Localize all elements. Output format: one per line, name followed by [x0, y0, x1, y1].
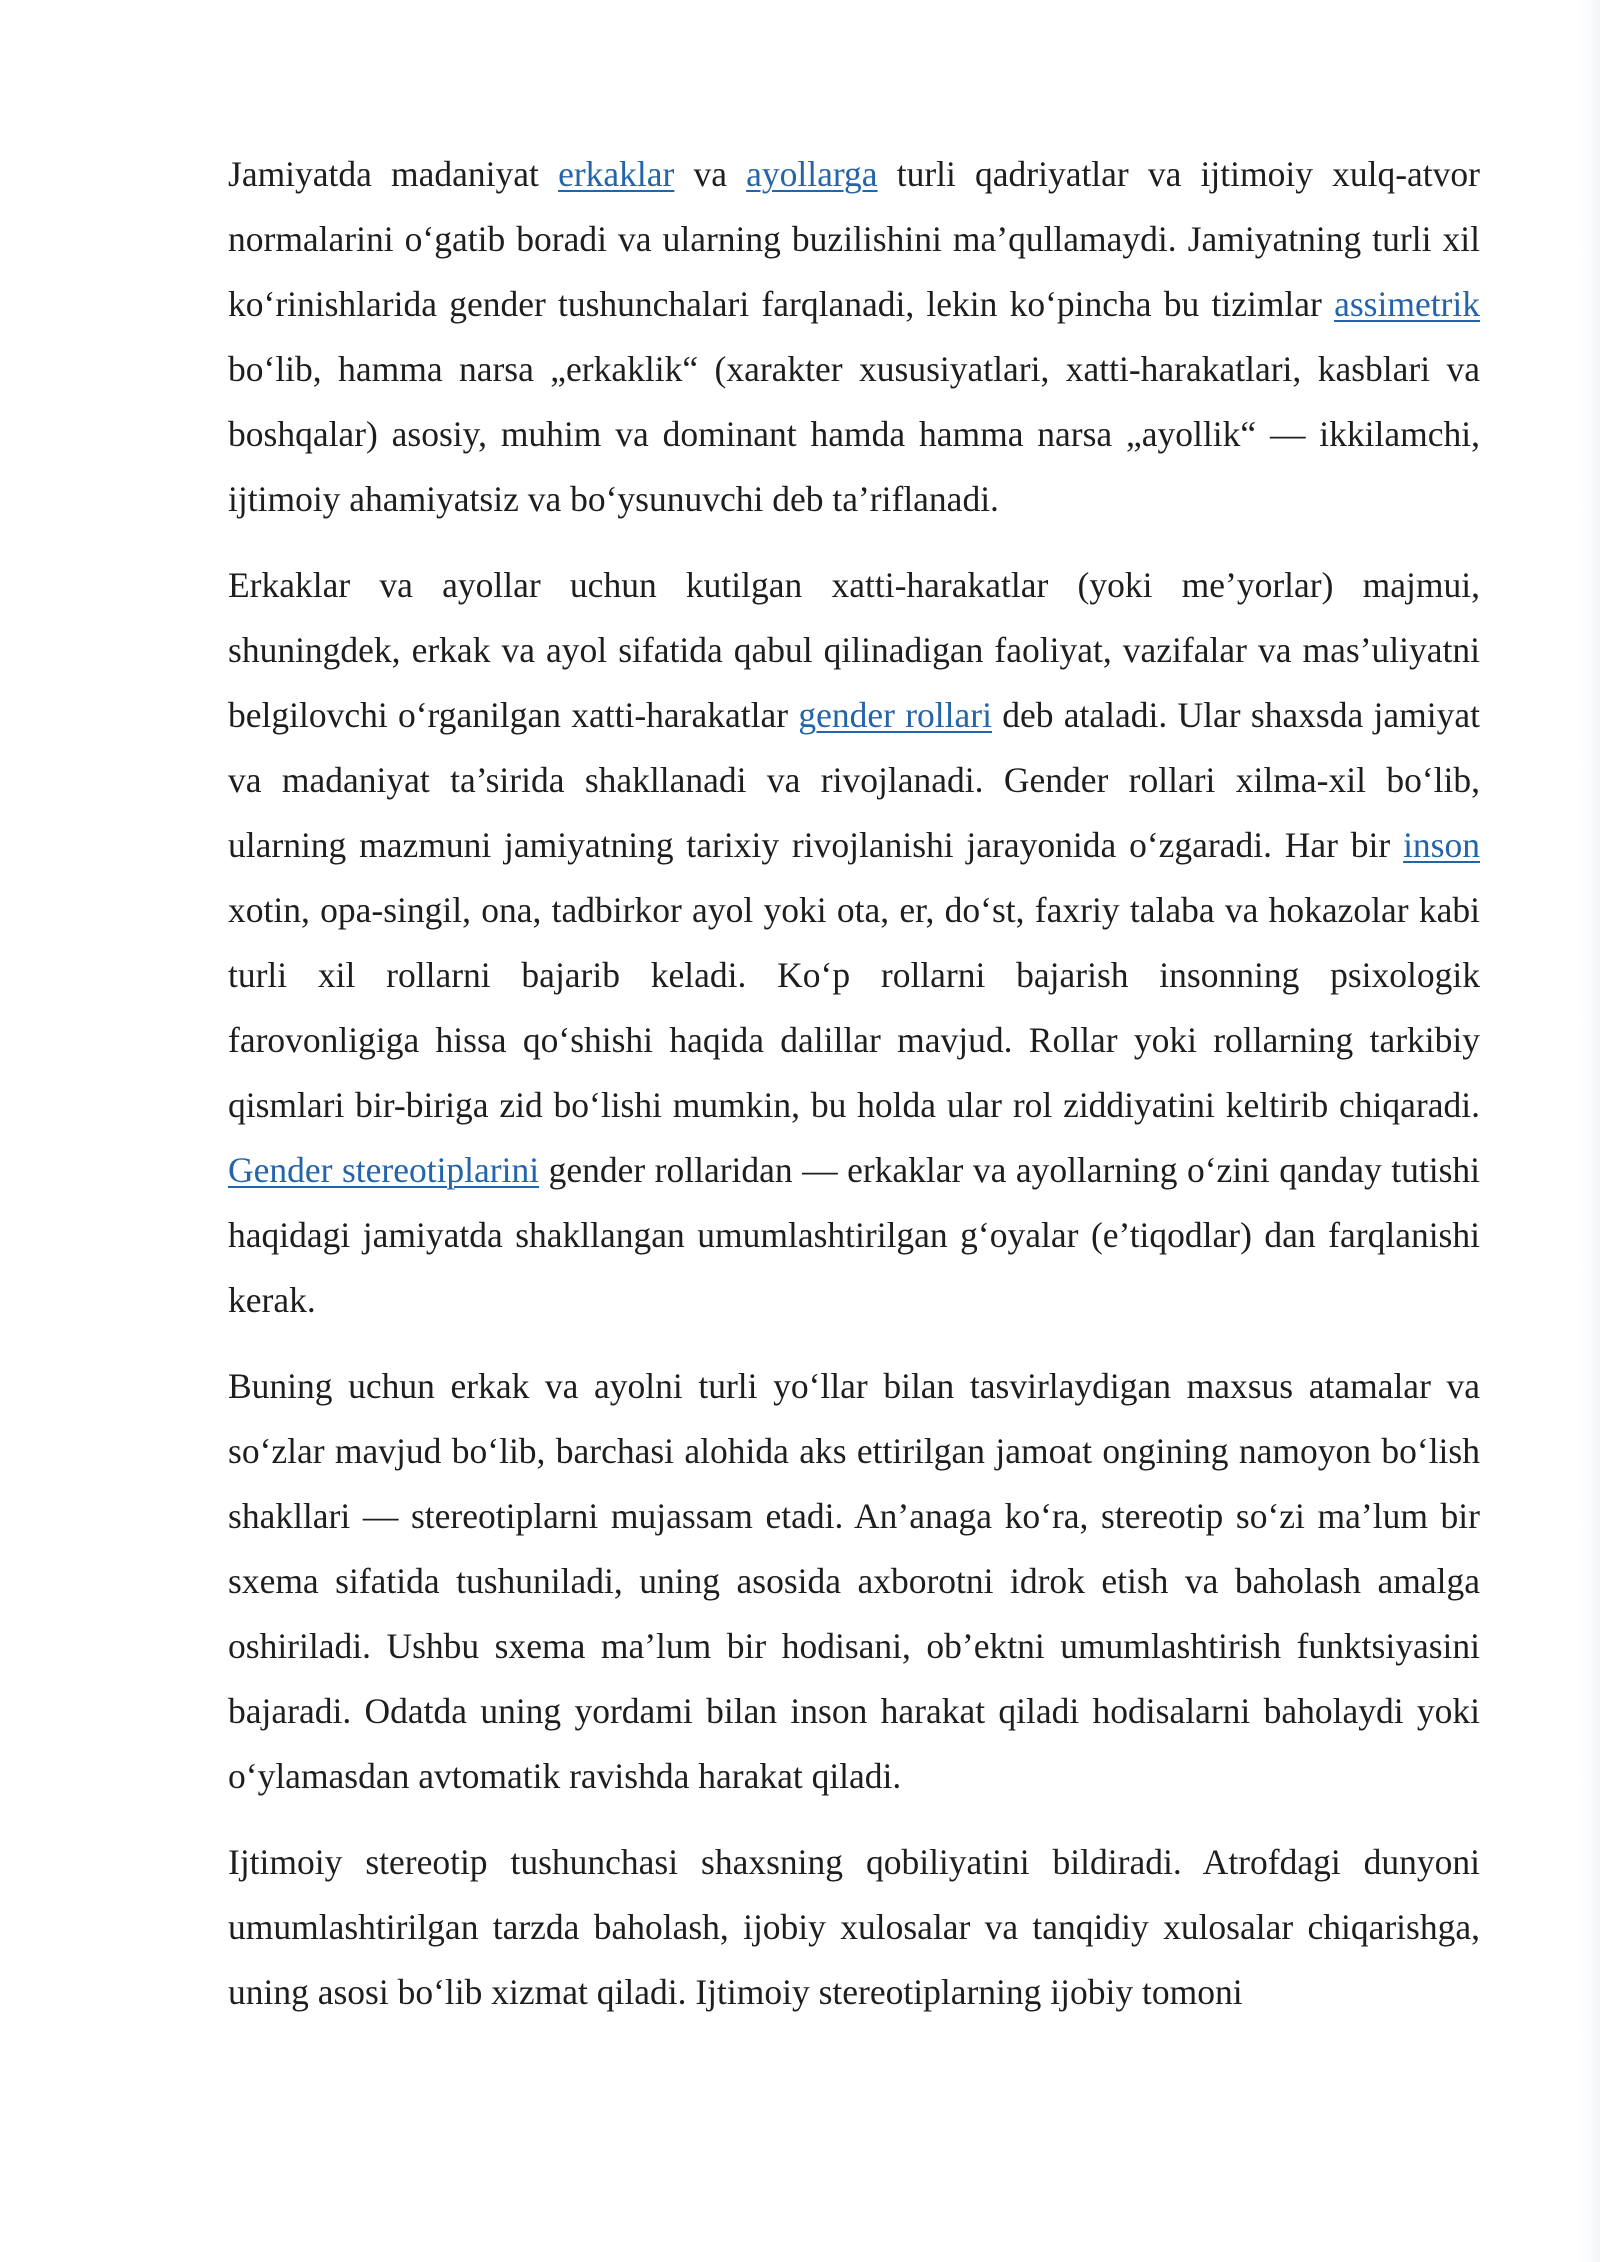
text-run: xotin, opa-singil, ona, tadbirkor ayol yoki ota, er, do‘st, faxriy talaba va hokazolar kabi turli xil rollarni bajarib keladi. Ko‘p rollarni bajarish insonning psixologik farovonligiga hissa qo‘shishi haqida dalillar mavjud. Rollar yoki rollarning tarkibiy qismlari bir-biriga zid bo‘lishi mumkin, bu holda ular rol ziddiyatini keltirib chiqaradi.: [228, 890, 1480, 1125]
link-assimetrik[interactable]: assimetrik: [1334, 284, 1480, 324]
link-gender-rollari[interactable]: gender rollari: [798, 695, 992, 735]
text-run: deb ataladi. Ular shaxsda jamiyat va madaniyat ta’sirida shakllanadi va rivojlanadi. Gender rollari xilma-xil bo‘lib, ularning mazmuni jamiyatning tarixiy rivojlanishi jarayonida o‘zgaradi. Har bir: [228, 695, 1480, 865]
link-erkaklar[interactable]: erkaklar: [558, 154, 675, 194]
text-run: turli qadriyatlar va ijtimoiy xulq-atvor normalarini o‘gatib boradi va ularning buzilishini ma’qullamaydi. Jamiyatning turli xil ko‘rinishlarida gender tushunchalari farqlanadi, lekin ko‘pincha bu tizimlar: [228, 154, 1480, 324]
paragraph-2: [228, 553, 1480, 1333]
document-body: [228, 142, 1480, 2046]
text-run: Erkaklar va ayollar uchun kutilgan xatti-harakatlar (yoki me’yorlar) majmui, shuningdek, erkak va ayol sifatida qabul qilinadigan faoliyat, vazifalar va mas’uliyatni belgilovchi o‘rganilgan xatti-harakatlar: [228, 565, 1480, 735]
link-ayollarga[interactable]: ayollarga: [746, 154, 878, 194]
paragraph-4: [228, 1830, 1480, 2025]
paragraph-1: [228, 142, 1480, 532]
text-run: bo‘lib, hamma narsa „erkaklik“ (xarakter xususiyatlari, xatti-harakatlari, kasblari va boshqalar) asosiy, muhim va dominant hamda hamma narsa „ayollik“ — ikkilamchi, ijtimoiy ahamiyatsiz va bo‘ysunuvchi deb ta’riflanadi.: [228, 349, 1480, 519]
text-run: gender rollaridan — erkaklar va ayollarning o‘zini qanday tutishi haqidagi jamiyatda shakllangan umumlashtirilgan g‘oyalar (e’tiqodlar) dan farqlanishi kerak.: [228, 1150, 1480, 1320]
link-inson[interactable]: inson: [1403, 825, 1480, 865]
text-run: va: [674, 154, 747, 194]
link-gender-stereotiplarini[interactable]: Gender stereotiplarini: [228, 1150, 540, 1190]
text-run: Jamiyatda madaniyat: [228, 154, 559, 194]
paragraph-3: [228, 1354, 1480, 1809]
page-edge-shadow: [1580, 0, 1600, 2262]
text-run: Buning uchun erkak va ayolni turli yo‘llar bilan tasvirlaydigan maxsus atamalar va so‘zlar mavjud bo‘lib, barchasi alohida aks ettirilgan jamoat ongining namoyon bo‘lish shakllari — stereotiplarni mujassam etadi. An’anaga ko‘ra, stereotip so‘zi ma’lum bir sxema sifatida tushuniladi, uning asosida axborotni idrok etish va baholash amalga oshiriladi. Ushbu sxema ma’lum bir hodisani, ob’ektni umumlashtirish funktsiyasini bajaradi. Odatda uning yordami bilan inson harakat qiladi hodisalarni baholaydi yoki o‘ylamasdan avtomatik ravishda harakat qiladi.: [228, 1366, 1480, 1796]
text-run: Ijtimoiy stereotip tushunchasi shaxsning qobiliyatini bildiradi. Atrofdagi dunyoni umumlashtirilgan tarzda baholash, ijobiy xulosalar va tanqidiy xulosalar chiqarishga, uning asosi bo‘lib xizmat qiladi. Ijtimoiy stereotiplarning ijobiy tomoni: [228, 1842, 1480, 2012]
